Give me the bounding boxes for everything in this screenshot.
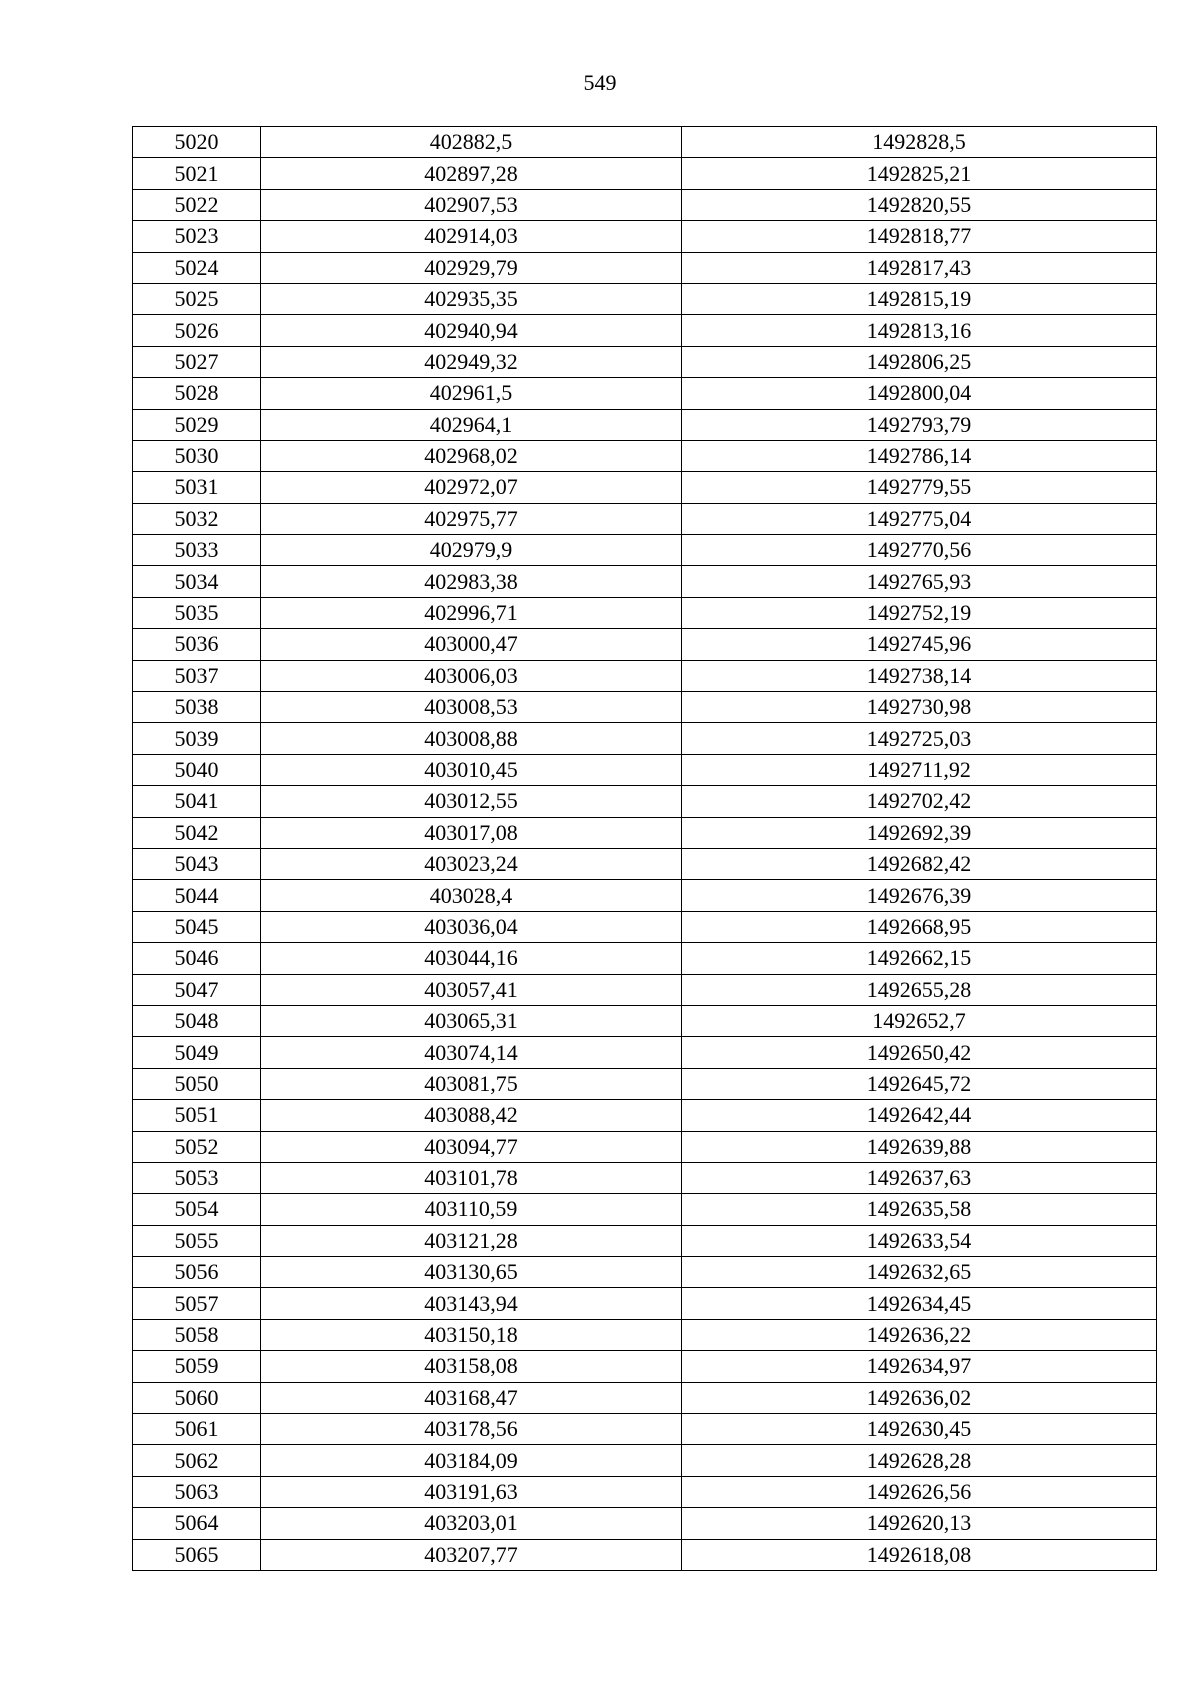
point-number-cell: 5026 (133, 315, 261, 346)
y-coordinate-cell: 1492818,77 (682, 221, 1157, 252)
x-coordinate-cell: 403044,16 (261, 943, 682, 974)
point-number-cell: 5055 (133, 1225, 261, 1256)
table-row (133, 974, 1157, 1005)
x-coordinate-cell: 402979,9 (261, 535, 682, 566)
table-row (133, 1037, 1157, 1068)
y-coordinate-cell: 1492820,55 (682, 189, 1157, 220)
x-coordinate-cell: 403057,41 (261, 974, 682, 1005)
x-coordinate-cell: 403178,56 (261, 1414, 682, 1445)
x-coordinate-cell: 403143,94 (261, 1288, 682, 1319)
table-row (133, 1257, 1157, 1288)
y-coordinate-cell: 1492650,42 (682, 1037, 1157, 1068)
y-coordinate-cell: 1492692,39 (682, 817, 1157, 848)
y-coordinate-cell: 1492642,44 (682, 1100, 1157, 1131)
table-row (133, 597, 1157, 628)
x-coordinate-cell: 403207,77 (261, 1539, 682, 1570)
x-coordinate-cell: 402949,32 (261, 346, 682, 377)
y-coordinate-cell: 1492815,19 (682, 283, 1157, 314)
table-row (133, 880, 1157, 911)
x-coordinate-cell: 402983,38 (261, 566, 682, 597)
y-coordinate-cell: 1492655,28 (682, 974, 1157, 1005)
point-number-cell: 5041 (133, 786, 261, 817)
y-coordinate-cell: 1492770,56 (682, 535, 1157, 566)
table-row (133, 629, 1157, 660)
y-coordinate-cell: 1492786,14 (682, 440, 1157, 471)
y-coordinate-cell: 1492676,39 (682, 880, 1157, 911)
x-coordinate-cell: 403012,55 (261, 786, 682, 817)
table-row (133, 1225, 1157, 1256)
point-number-cell: 5027 (133, 346, 261, 377)
table-row (133, 1382, 1157, 1413)
point-number-cell: 5033 (133, 535, 261, 566)
table-row (133, 786, 1157, 817)
point-number-cell: 5060 (133, 1382, 261, 1413)
x-coordinate-cell: 402972,07 (261, 472, 682, 503)
point-number-cell: 5023 (133, 221, 261, 252)
x-coordinate-cell: 403094,77 (261, 1131, 682, 1162)
table-row (133, 1288, 1157, 1319)
x-coordinate-cell: 403008,88 (261, 723, 682, 754)
x-coordinate-cell: 403074,14 (261, 1037, 682, 1068)
x-coordinate-cell: 403130,65 (261, 1257, 682, 1288)
table-row (133, 315, 1157, 346)
point-number-cell: 5034 (133, 566, 261, 597)
x-coordinate-cell: 403088,42 (261, 1100, 682, 1131)
y-coordinate-cell: 1492636,22 (682, 1319, 1157, 1350)
table-row (133, 346, 1157, 377)
y-coordinate-cell: 1492738,14 (682, 660, 1157, 691)
y-coordinate-cell: 1492636,02 (682, 1382, 1157, 1413)
point-number-cell: 5065 (133, 1539, 261, 1570)
table-row (133, 692, 1157, 723)
y-coordinate-cell: 1492628,28 (682, 1445, 1157, 1476)
y-coordinate-cell: 1492779,55 (682, 472, 1157, 503)
y-coordinate-cell: 1492725,03 (682, 723, 1157, 754)
table-row (133, 252, 1157, 283)
table-row (133, 817, 1157, 848)
point-number-cell: 5061 (133, 1414, 261, 1445)
y-coordinate-cell: 1492626,56 (682, 1476, 1157, 1507)
point-number-cell: 5030 (133, 440, 261, 471)
point-number-cell: 5040 (133, 754, 261, 785)
x-coordinate-cell: 403110,59 (261, 1194, 682, 1225)
point-number-cell: 5047 (133, 974, 261, 1005)
y-coordinate-cell: 1492637,63 (682, 1162, 1157, 1193)
table-row (133, 1476, 1157, 1507)
y-coordinate-cell: 1492806,25 (682, 346, 1157, 377)
table-row (133, 1005, 1157, 1036)
table-row (133, 911, 1157, 942)
y-coordinate-cell: 1492828,5 (682, 127, 1157, 158)
point-number-cell: 5025 (133, 283, 261, 314)
point-number-cell: 5029 (133, 409, 261, 440)
y-coordinate-cell: 1492711,92 (682, 754, 1157, 785)
table-row (133, 472, 1157, 503)
x-coordinate-cell: 403017,08 (261, 817, 682, 848)
point-number-cell: 5031 (133, 472, 261, 503)
table-row (133, 848, 1157, 879)
y-coordinate-cell: 1492800,04 (682, 378, 1157, 409)
table-row (133, 283, 1157, 314)
x-coordinate-cell: 403203,01 (261, 1508, 682, 1539)
y-coordinate-cell: 1492632,65 (682, 1257, 1157, 1288)
point-number-cell: 5059 (133, 1351, 261, 1382)
y-coordinate-cell: 1492635,58 (682, 1194, 1157, 1225)
point-number-cell: 5022 (133, 189, 261, 220)
x-coordinate-cell: 403184,09 (261, 1445, 682, 1476)
x-coordinate-cell: 403158,08 (261, 1351, 682, 1382)
x-coordinate-cell: 403023,24 (261, 848, 682, 879)
table-row (133, 127, 1157, 158)
y-coordinate-cell: 1492652,7 (682, 1005, 1157, 1036)
point-number-cell: 5036 (133, 629, 261, 660)
x-coordinate-cell: 402940,94 (261, 315, 682, 346)
table-row (133, 535, 1157, 566)
y-coordinate-cell: 1492813,16 (682, 315, 1157, 346)
table-row (133, 1319, 1157, 1350)
point-number-cell: 5046 (133, 943, 261, 974)
x-coordinate-cell: 403008,53 (261, 692, 682, 723)
x-coordinate-cell: 402968,02 (261, 440, 682, 471)
table-row (133, 158, 1157, 189)
y-coordinate-cell: 1492730,98 (682, 692, 1157, 723)
y-coordinate-cell: 1492702,42 (682, 786, 1157, 817)
x-coordinate-cell: 402882,5 (261, 127, 682, 158)
point-number-cell: 5035 (133, 597, 261, 628)
table-row (133, 1194, 1157, 1225)
table-row (133, 221, 1157, 252)
x-coordinate-cell: 402996,71 (261, 597, 682, 628)
point-number-cell: 5063 (133, 1476, 261, 1507)
point-number-cell: 5032 (133, 503, 261, 534)
table-row (133, 1068, 1157, 1099)
table-row (133, 1351, 1157, 1382)
y-coordinate-cell: 1492634,97 (682, 1351, 1157, 1382)
point-number-cell: 5054 (133, 1194, 261, 1225)
y-coordinate-cell: 1492775,04 (682, 503, 1157, 534)
y-coordinate-cell: 1492645,72 (682, 1068, 1157, 1099)
table-row (133, 566, 1157, 597)
point-number-cell: 5052 (133, 1131, 261, 1162)
x-coordinate-cell: 402929,79 (261, 252, 682, 283)
point-number-cell: 5043 (133, 848, 261, 879)
point-number-cell: 5048 (133, 1005, 261, 1036)
point-number-cell: 5045 (133, 911, 261, 942)
point-number-cell: 5053 (133, 1162, 261, 1193)
y-coordinate-cell: 1492634,45 (682, 1288, 1157, 1319)
x-coordinate-cell: 403150,18 (261, 1319, 682, 1350)
coordinates-table-body (133, 127, 1157, 1571)
x-coordinate-cell: 403121,28 (261, 1225, 682, 1256)
table-row (133, 1162, 1157, 1193)
point-number-cell: 5044 (133, 880, 261, 911)
x-coordinate-cell: 402897,28 (261, 158, 682, 189)
point-number-cell: 5057 (133, 1288, 261, 1319)
table-row (133, 1414, 1157, 1445)
point-number-cell: 5020 (133, 127, 261, 158)
x-coordinate-cell: 402907,53 (261, 189, 682, 220)
x-coordinate-cell: 403168,47 (261, 1382, 682, 1413)
y-coordinate-cell: 1492825,21 (682, 158, 1157, 189)
point-number-cell: 5050 (133, 1068, 261, 1099)
table-row (133, 378, 1157, 409)
y-coordinate-cell: 1492633,54 (682, 1225, 1157, 1256)
y-coordinate-cell: 1492752,19 (682, 597, 1157, 628)
y-coordinate-cell: 1492620,13 (682, 1508, 1157, 1539)
point-number-cell: 5028 (133, 378, 261, 409)
point-number-cell: 5039 (133, 723, 261, 754)
y-coordinate-cell: 1492618,08 (682, 1539, 1157, 1570)
x-coordinate-cell: 403191,63 (261, 1476, 682, 1507)
point-number-cell: 5051 (133, 1100, 261, 1131)
x-coordinate-cell: 403000,47 (261, 629, 682, 660)
table-row (133, 754, 1157, 785)
page-number: 549 (583, 70, 617, 95)
y-coordinate-cell: 1492662,15 (682, 943, 1157, 974)
y-coordinate-cell: 1492668,95 (682, 911, 1157, 942)
coordinates-table (132, 126, 1157, 1571)
x-coordinate-cell: 403036,04 (261, 911, 682, 942)
x-coordinate-cell: 403006,03 (261, 660, 682, 691)
x-coordinate-cell: 403101,78 (261, 1162, 682, 1193)
table-row (133, 189, 1157, 220)
point-number-cell: 5062 (133, 1445, 261, 1476)
point-number-cell: 5024 (133, 252, 261, 283)
point-number-cell: 5064 (133, 1508, 261, 1539)
point-number-cell: 5038 (133, 692, 261, 723)
y-coordinate-cell: 1492793,79 (682, 409, 1157, 440)
table-row (133, 723, 1157, 754)
table-row (133, 1131, 1157, 1162)
x-coordinate-cell: 402961,5 (261, 378, 682, 409)
y-coordinate-cell: 1492817,43 (682, 252, 1157, 283)
point-number-cell: 5037 (133, 660, 261, 691)
y-coordinate-cell: 1492745,96 (682, 629, 1157, 660)
x-coordinate-cell: 403065,31 (261, 1005, 682, 1036)
x-coordinate-cell: 402975,77 (261, 503, 682, 534)
table-row (133, 1100, 1157, 1131)
table-row (133, 943, 1157, 974)
y-coordinate-cell: 1492630,45 (682, 1414, 1157, 1445)
y-coordinate-cell: 1492682,42 (682, 848, 1157, 879)
point-number-cell: 5042 (133, 817, 261, 848)
y-coordinate-cell: 1492765,93 (682, 566, 1157, 597)
x-coordinate-cell: 402935,35 (261, 283, 682, 314)
x-coordinate-cell: 403010,45 (261, 754, 682, 785)
x-coordinate-cell: 402914,03 (261, 221, 682, 252)
y-coordinate-cell: 1492639,88 (682, 1131, 1157, 1162)
table-row (133, 1508, 1157, 1539)
point-number-cell: 5021 (133, 158, 261, 189)
table-row (133, 503, 1157, 534)
point-number-cell: 5058 (133, 1319, 261, 1350)
table-row (133, 409, 1157, 440)
point-number-cell: 5049 (133, 1037, 261, 1068)
table-row (133, 1445, 1157, 1476)
x-coordinate-cell: 403081,75 (261, 1068, 682, 1099)
x-coordinate-cell: 403028,4 (261, 880, 682, 911)
table-row (133, 440, 1157, 471)
x-coordinate-cell: 402964,1 (261, 409, 682, 440)
point-number-cell: 5056 (133, 1257, 261, 1288)
table-row (133, 1539, 1157, 1570)
table-row (133, 660, 1157, 691)
